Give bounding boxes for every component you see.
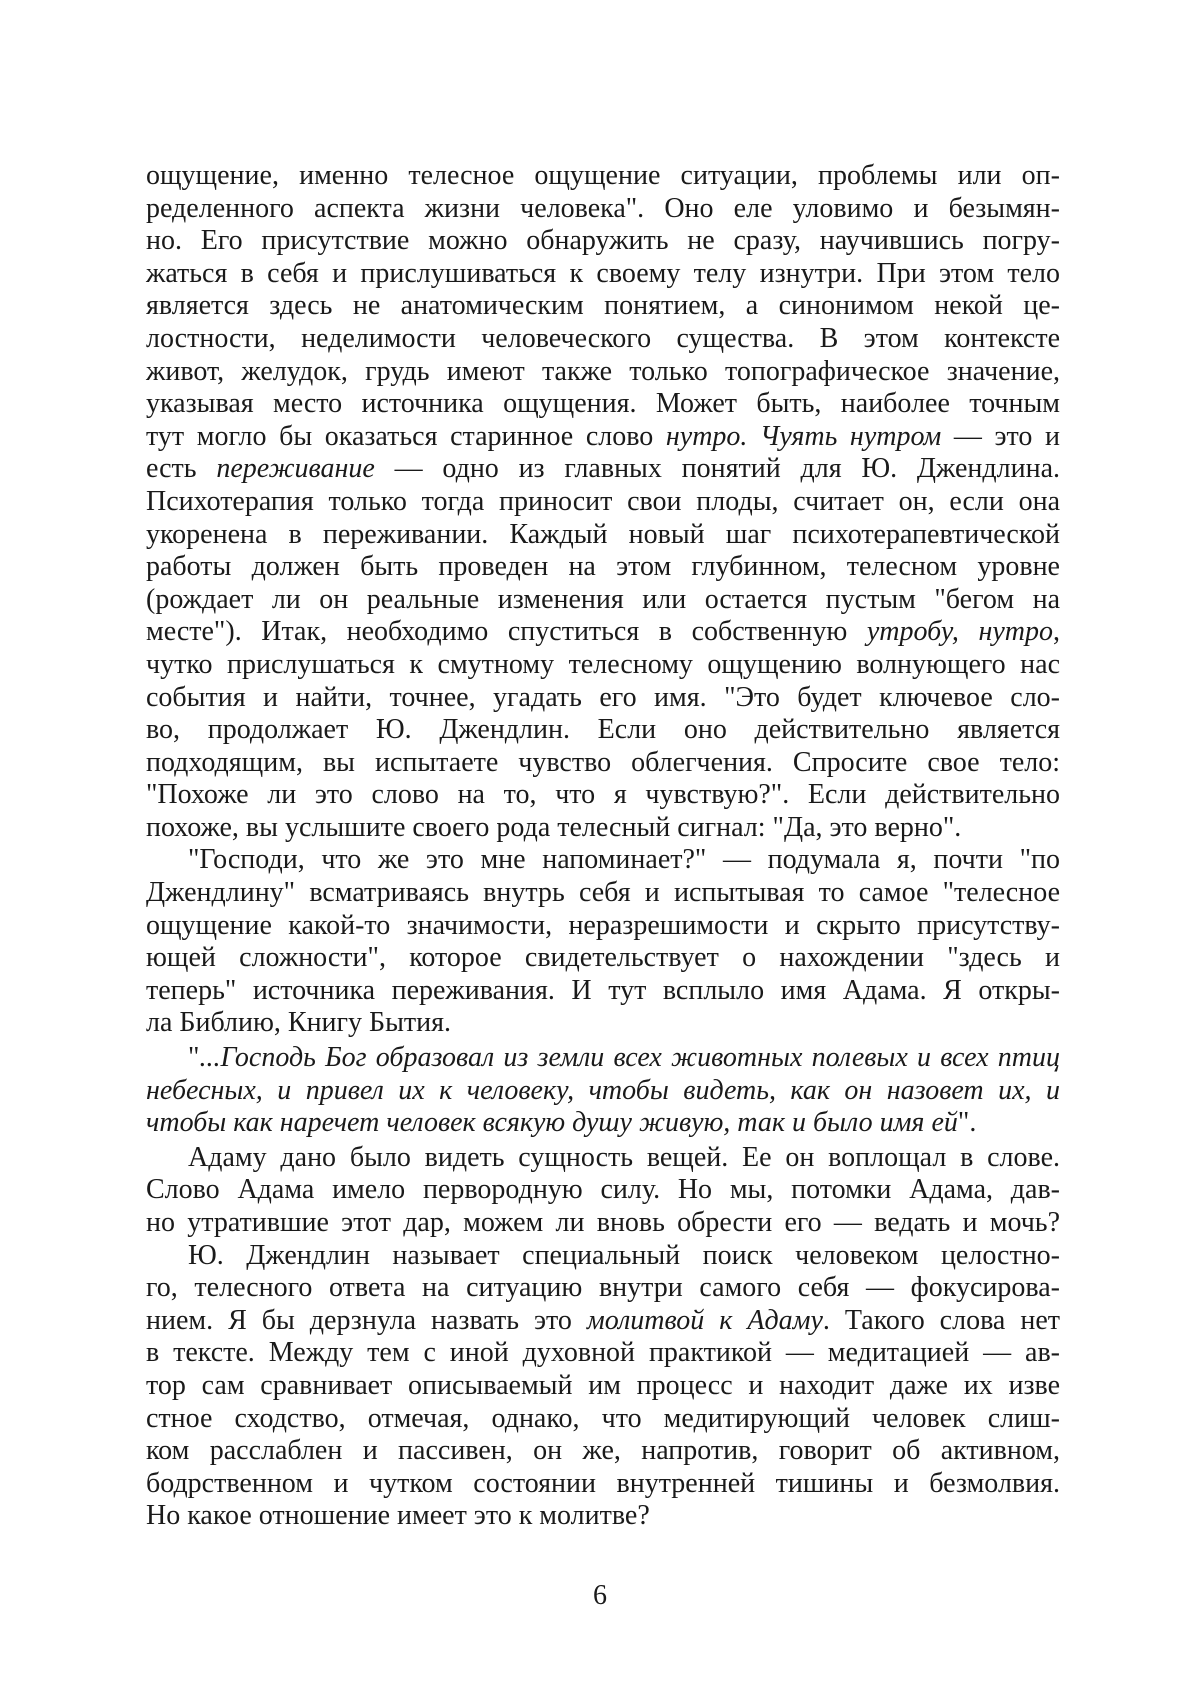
- text-segment: теперь" источника переживания. И тут всплыло имя Адама. Я откры-: [146, 974, 1060, 1006]
- text-line: [146, 388, 1060, 421]
- text-segment: жаться в себя и прислушиваться к своему телу изнутри. При этом тело: [146, 257, 1060, 289]
- text-line: [146, 486, 1060, 519]
- text-segment: Но какое отношение имеет это к молитве?: [146, 1500, 650, 1532]
- text-segment: подходящим, вы испытаете чувство облегчения. Спросите свое тело:: [146, 746, 1060, 778]
- text-line: [146, 258, 1060, 291]
- text-segment: является здесь не анатомическим понятием, а синонимом некой це-: [146, 290, 1060, 322]
- text-segment: укоренена в переживании. Каждый новый шаг психотерапевтической: [146, 518, 1060, 550]
- text-segment: ,: [1052, 616, 1060, 648]
- text-line: [146, 323, 1060, 356]
- text-segment: бодрственном и чутком состоянии внутренней тишины и безмолвия.: [146, 1467, 1060, 1499]
- text-line: [146, 356, 1060, 389]
- text-line: [146, 1075, 1060, 1108]
- text-line: [146, 160, 1060, 193]
- text-segment: Психотерапия только тогда приносит свои плоды, считает он, если она: [146, 485, 1060, 517]
- text-segment: Слово Адама имело первородную силу. Но мы, потомки Адама, дав-: [146, 1174, 1060, 1206]
- text-line: [146, 1272, 1060, 1305]
- text-segment: события и найти, точнее, угадать его имя. "Это будет ключевое сло-: [146, 681, 1060, 713]
- text-segment: Джендлину" всматриваясь внутрь себя и испытывая то самое "телесное: [146, 877, 1060, 909]
- text-segment: ": [188, 1042, 200, 1074]
- text-line: [146, 1468, 1060, 1501]
- text-line: [146, 1240, 1060, 1273]
- text-segment: чутко прислушаться к смутному телесному ощущению волнующего нас: [146, 648, 1060, 680]
- text-line: [146, 649, 1060, 682]
- text-segment: но утратившие этот дар, можем ли вновь обрести его — ведать и мочь?: [146, 1207, 1060, 1238]
- text-line: [146, 584, 1060, 617]
- text-segment: работы должен быть проведен на этом глубинном, телесном уровне: [146, 551, 1060, 583]
- text-line: [146, 747, 1060, 780]
- text-line: [146, 453, 1060, 486]
- text-line: [146, 1337, 1060, 1370]
- text-line: [146, 1207, 1060, 1240]
- text-segment: ределенного аспекта жизни человека". Оно еле уловимо и безымян-: [146, 192, 1060, 224]
- text-line: [146, 1007, 1060, 1040]
- page-number: 6: [593, 1580, 607, 1611]
- text-line: [146, 714, 1060, 747]
- italic-text: небесных, и привел их к человеку, чтобы видеть, как он назовет их, и: [146, 1074, 1060, 1106]
- text-segment: — это и: [941, 420, 1060, 452]
- text-segment: — одно из главных понятий для Ю. Джендлина.: [374, 453, 1061, 485]
- text-line: [146, 975, 1060, 1008]
- text-segment: "Господи, что же это мне напоминает?" — подумала я, почти "по: [188, 844, 1060, 876]
- text-segment: в тексте. Между тем с иной духовной практикой — медитацией — ав-: [146, 1337, 1060, 1369]
- text-segment: (рождает ли он реальные изменения или остается пустым "бегом на: [146, 583, 1060, 615]
- text-line: [146, 551, 1060, 584]
- text-segment: месте"). Итак, необходимо спуститься в собственную: [146, 616, 867, 648]
- text-line: [146, 682, 1060, 715]
- text-line: [146, 1370, 1060, 1403]
- text-segment: ком расслаблен и пассивен, он же, напротив, говорит об активном,: [146, 1435, 1060, 1467]
- text-segment: ощущение, именно телесное ощущение ситуации, проблемы или оп-: [146, 160, 1060, 191]
- italic-text: молитвой к Адаму: [586, 1304, 823, 1336]
- text-segment: ла Библию, Книгу Бытия.: [146, 1007, 452, 1039]
- text-line: [146, 1403, 1060, 1436]
- text-segment: нием. Я бы дерзнула назвать это: [146, 1304, 587, 1336]
- text-line: [146, 910, 1060, 943]
- text-segment: во, продолжает Ю. Джендлин. Если оно действительно является: [146, 714, 1060, 746]
- text-line: [146, 1142, 1060, 1175]
- text-line: [146, 779, 1060, 812]
- text-line: [146, 1107, 1060, 1140]
- text-line: [146, 519, 1060, 552]
- text-segment: ющей сложности", которое свидетельствует о нахождении "здесь и: [146, 942, 1060, 974]
- italic-text: ...Господь Бог образовал из земли всех животных полевых и всех птиц: [199, 1042, 1060, 1074]
- text-segment: Ю. Джендлин называет специальный поиск человеком целостно-: [188, 1239, 1060, 1271]
- italic-text: чтобы как наречет человек всякую душу живую, так и было имя ей: [146, 1107, 958, 1139]
- text-line: [146, 225, 1060, 258]
- text-segment: но. Его присутствие можно обнаружить не сразу, научившись погру-: [146, 225, 1060, 257]
- italic-text: утробу, нутро: [866, 616, 1053, 648]
- text-segment: . Такого слова нет: [822, 1304, 1060, 1336]
- text-line: [146, 616, 1060, 649]
- text-line: [146, 1042, 1060, 1075]
- text-line: [146, 421, 1060, 454]
- text-segment: лостности, неделимости человеческого существа. В этом контексте: [146, 322, 1060, 354]
- text-segment: Адаму дано было видеть сущность вещей. Ее он воплощал в слове.: [188, 1141, 1060, 1173]
- text-segment: тут могло бы оказаться старинное слово: [146, 420, 666, 452]
- text-line: [146, 1500, 1060, 1533]
- text-line: [146, 812, 1060, 845]
- text-segment: есть: [146, 453, 217, 485]
- text-line: [146, 877, 1060, 910]
- text-line: [146, 290, 1060, 323]
- text-line: [146, 844, 1060, 877]
- text-line: [146, 1305, 1060, 1338]
- text-segment: ощущение какой-то значимости, неразрешимости и скрыто присутству-: [146, 909, 1060, 941]
- text-segment: указывая место источника ощущения. Может быть, наиболее точным: [146, 388, 1060, 420]
- text-segment: го, телесного ответа на ситуацию внутри самого себя — фокусирова-: [146, 1272, 1060, 1304]
- text-segment: ".: [957, 1107, 977, 1139]
- text-segment: тор сам сравнивает описываемый им процесс и находит даже их изве: [146, 1369, 1060, 1401]
- text-segment: живот, желудок, грудь имеют также только топографическое значение,: [146, 355, 1060, 387]
- italic-text: нутро. Чуять нутром: [665, 420, 942, 452]
- text-line: [146, 1435, 1060, 1468]
- body-text: [146, 160, 1060, 1533]
- text-segment: стное сходство, отмечая, однако, что медитирующий человек слиш-: [146, 1402, 1060, 1434]
- text-segment: "Похоже ли это слово на то, что я чувствую?". Если действительно: [146, 779, 1060, 811]
- text-line: [146, 1174, 1060, 1207]
- italic-text: переживание: [216, 453, 375, 485]
- text-line: [146, 193, 1060, 226]
- text-line: [146, 942, 1060, 975]
- text-segment: похоже, вы услышите своего рода телесный сигнал: "Да, это верно".: [146, 811, 962, 843]
